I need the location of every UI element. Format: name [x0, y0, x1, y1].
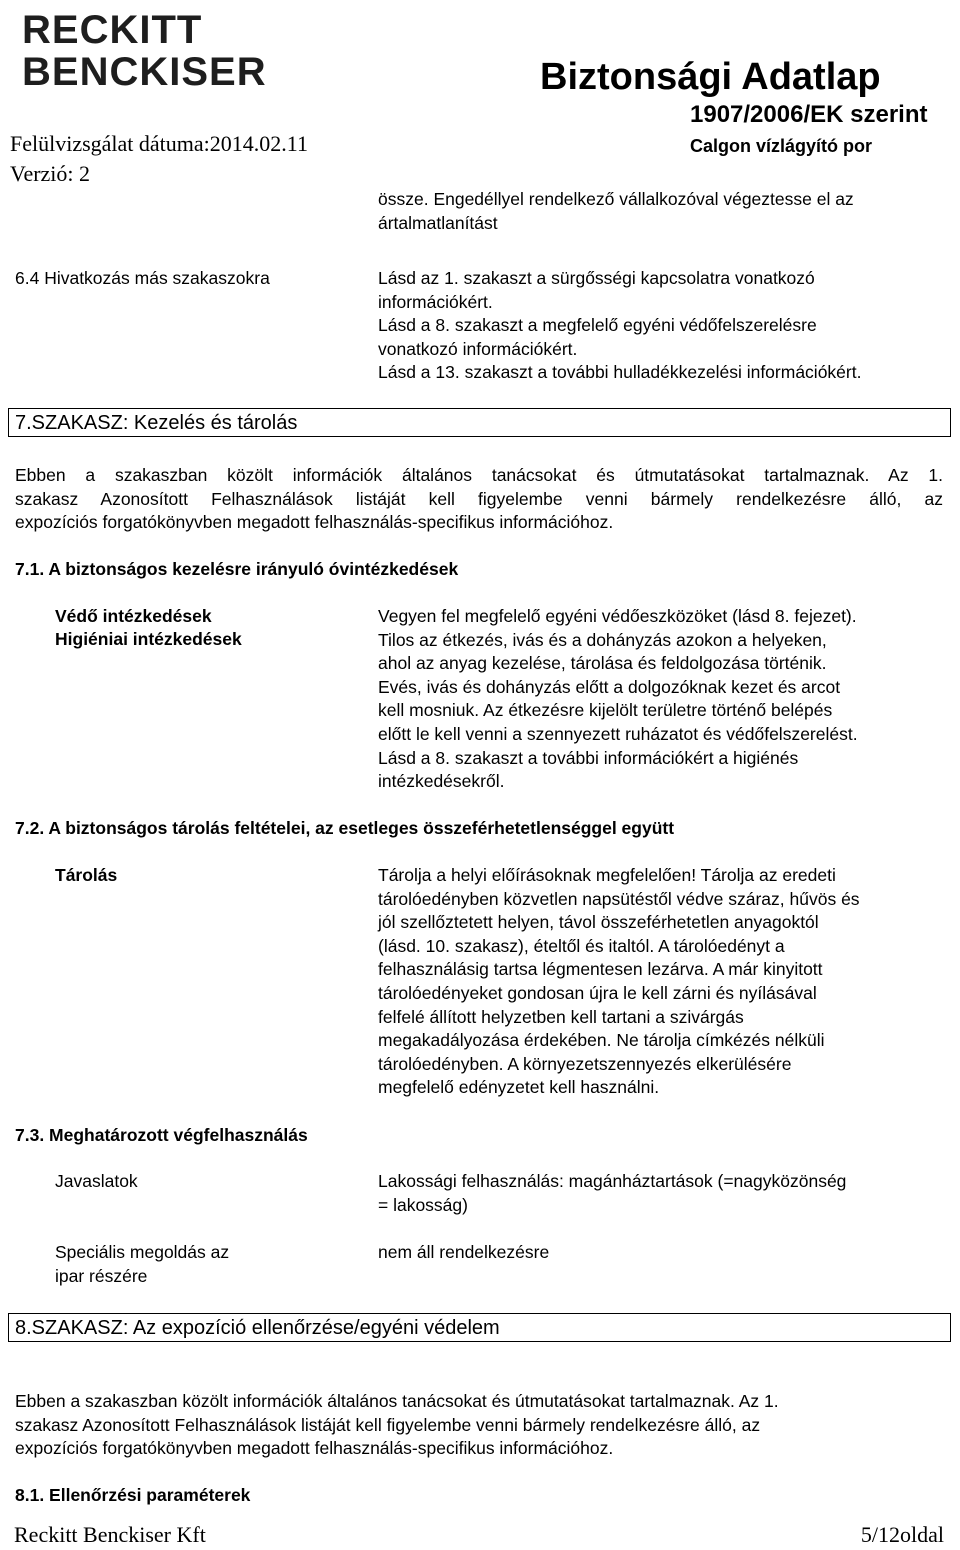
text-line: Evés, ivás és dohányzás előtt a dolgozóknak kezet és arcot: [378, 676, 841, 697]
logo-text-line2: BENCKISER: [22, 50, 267, 94]
product-name: Calgon vízlágyító por: [690, 136, 873, 156]
text-line: expozíciós forgatókönyvben megadott felhasználás-specifikus információhoz.: [15, 512, 614, 533]
section-6-4-text: [378, 267, 861, 385]
text-line: = lakosság): [378, 1194, 468, 1215]
text-line: Vegyen fel megfelelő egyéni védőeszközöket (lásd 8. fejezet).: [378, 606, 857, 626]
text-line: össze. Engedéllyel rendelkező vállalkozóval végeztesse el az: [378, 189, 854, 209]
company-logo: [14, 6, 267, 96]
text-line: expozíciós forgatókönyvben megadott felhasználás-specifikus információhoz.: [15, 1438, 614, 1459]
section8-intro: [15, 1390, 943, 1461]
storage-label: Tárolás: [55, 865, 118, 885]
section6-continuation: [378, 188, 854, 235]
text-line: ipar részére: [55, 1265, 148, 1286]
hygiene-measures-label: Higiéniai intézkedések: [55, 629, 242, 649]
text-line: Tárolja a helyi előírásoknak megfelelően! Tárolja az eredeti: [378, 865, 836, 885]
protective-measures-label: Védő intézkedések: [55, 606, 212, 626]
regulation-reference: 1907/2006/EK szerint: [690, 101, 928, 128]
document-title: Biztonsági Adatlap: [540, 56, 881, 98]
text-line: Ebben a szakaszban közölt információk általános tanácsokat és útmutatásokat tartalmaznak. Az 1.: [15, 1391, 779, 1411]
recommendations-label: Javaslatok: [55, 1171, 138, 1191]
industrial-solutions-label: [55, 1241, 229, 1288]
text-line: felfelé állított helyzetben kell tartani a szivárgás: [378, 1006, 744, 1027]
text-line: Lásd az 1. szakaszt a sürgősségi kapcsolatra vonatkozó: [378, 268, 815, 288]
text-line: szakasz Azonosított Felhasználások listáját kell figyelembe venni bármely rendelkezésre álló, az: [15, 488, 943, 509]
text-line: felhasználásig tartsa légmentesen lezárva. A már kinyitott: [378, 959, 823, 980]
subsection-7-1-text: [378, 605, 858, 794]
text-line: előtt le kell venni a szennyezett ruházatot és védőfelszerelést.: [378, 723, 858, 744]
text-line: Lásd a 8. szakaszt a további információkért a higiénés: [378, 747, 799, 768]
version: Verzió: 2: [10, 161, 91, 186]
subsection-7-2-heading: 7.2. A biztonságos tárolás feltételei, az esetleges összeférhetetlenséggel együtt: [15, 818, 675, 838]
text-line: Lakossági felhasználás: magánháztartások (=nagyközönség: [378, 1171, 847, 1191]
text-line: (lásd. 10. szakasz), ételtől és italtól. A tárolóedényt a: [378, 935, 785, 956]
logo-text-line1: RECKITT: [22, 8, 203, 52]
text-line: tárolóedényben közvetlen napsütéstől védve száraz, hűvös és: [378, 888, 860, 909]
text-line: szakasz Azonosított Felhasználások listáját kell figyelembe venni bármely rendelkezésre álló, az: [15, 1414, 761, 1435]
footer-company: Reckitt Benckiser Kft: [14, 1522, 206, 1547]
text-line: ahol az anyag kezelése, tárolása és feldolgozása történik.: [378, 653, 827, 674]
text-line: kell mosniuk. Az étkezésre kijelölt területre történő belépés: [378, 700, 833, 721]
subsection-8-1-heading: 8.1. Ellenőrzési paraméterek: [15, 1485, 251, 1505]
section-6-4-label: 6.4 Hivatkozás más szakaszokra: [15, 268, 270, 288]
recommendations-text: [378, 1170, 846, 1217]
text-line: megakadályozása érdekében. Ne tárolja címkézés nélküli: [378, 1030, 825, 1051]
text-line: Tilos az étkezés, ivás és a dohányzás azokon a helyeken,: [378, 629, 827, 650]
text-line: Lásd a 13. szakaszt a további hulladékkezelési információkért.: [378, 362, 862, 383]
text-line: jól szellőztetett helyen, távol összeférhetetlen anyagoktól: [378, 912, 819, 933]
subsection-7-1-heading: 7.1. A biztonságos kezelésre irányuló óvintézkedések: [15, 559, 459, 579]
footer-page-number: 5/12oldal: [860, 1522, 944, 1547]
review-date: Felülvizsgálat dátuma:2014.02.11: [10, 131, 308, 156]
text-line: tárolóedényeket gondosan újra le kell zárni és nyílásával: [378, 982, 817, 1003]
text-line: információkért.: [378, 291, 493, 312]
text-line: tárolóedényben. A környezetszennyezés elkerülésére: [378, 1053, 792, 1074]
text-line: intézkedésekről.: [378, 771, 505, 792]
section7-title: 7.SZAKASZ: Kezelés és tárolás: [15, 412, 298, 434]
section8-title: 8.SZAKASZ: Az expozíció ellenőrzése/egyéni védelem: [15, 1317, 500, 1339]
text-line: vonatkozó információkért.: [378, 338, 578, 359]
text-line: ártalmatlanítást: [378, 212, 498, 233]
text-line: Lásd a 8. szakaszt a megfelelő egyéni védőfelszerelésre: [378, 315, 817, 336]
section7-intro: [15, 464, 943, 535]
text-line: megfelelő edényzetet kell használni.: [378, 1077, 660, 1098]
storage-text: [378, 864, 860, 1100]
subsection-7-3-heading: 7.3. Meghatározott végfelhasználás: [15, 1125, 308, 1145]
text-line: Speciális megoldás az: [55, 1242, 230, 1262]
industrial-solutions-value: nem áll rendelkezésre: [378, 1242, 550, 1262]
text-line: Ebben a szakaszban közölt információk általános tanácsokat és útmutatásokat tartalmaznak. Az 1.: [15, 465, 943, 485]
